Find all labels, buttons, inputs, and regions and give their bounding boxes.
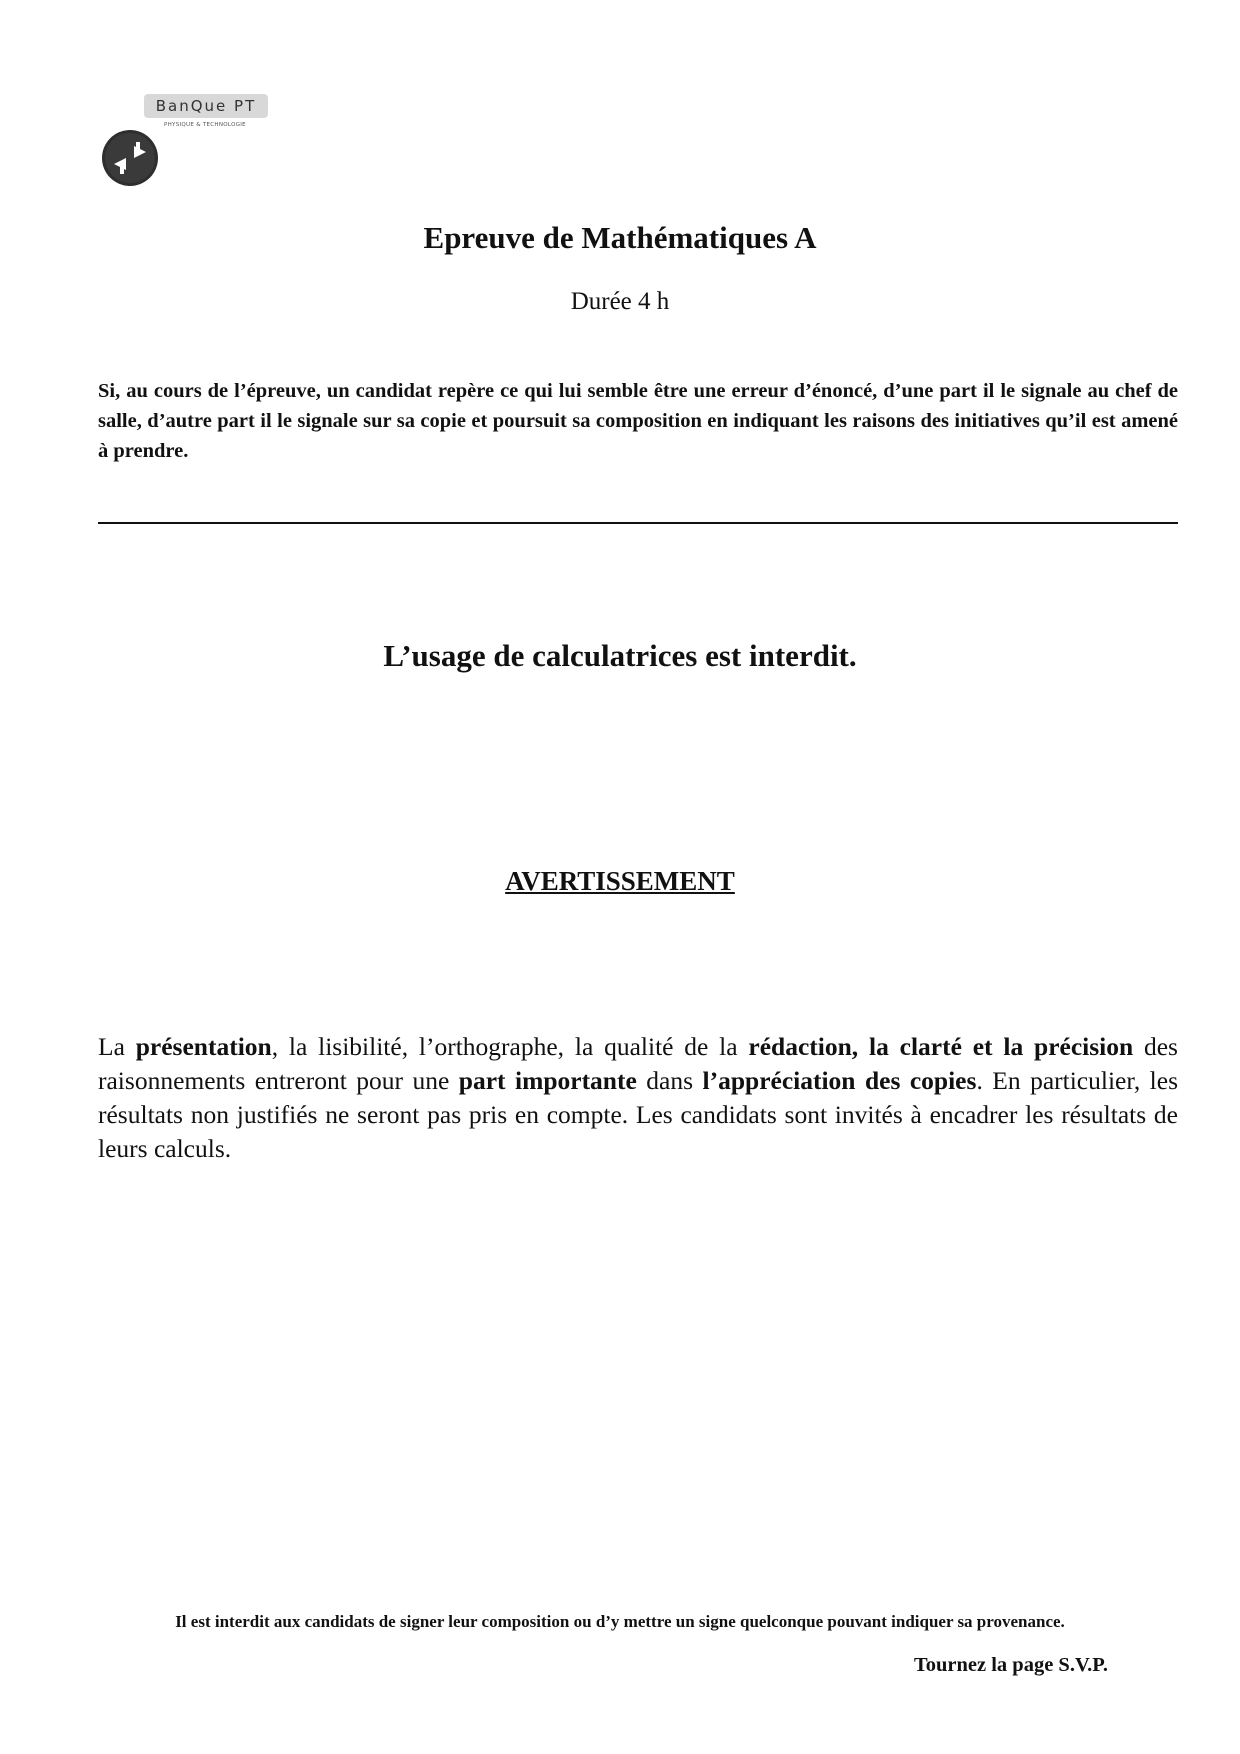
warning-segment: . En particulier, les résultats non justifiés ne seront pas pris en compte. Les candidats sont invités à encadrer les résultats de leurs calculs. bbox=[98, 1066, 1178, 1163]
warning-segment: , la lisibilité, l’orthographe, la qualité de la bbox=[271, 1032, 749, 1061]
calculator-rule: L’usage de calculatrices est interdit. bbox=[383, 638, 857, 673]
turn-page-note: Tournez la page S.V.P. bbox=[913, 1654, 1108, 1676]
banque-pt-logo bbox=[96, 88, 276, 198]
warning-segment: La bbox=[98, 1032, 136, 1061]
exam-title: Epreuve de Mathématiques A bbox=[423, 220, 817, 255]
warning-segment-bold: présentation bbox=[135, 1032, 272, 1061]
exam-duration: Durée 4 h bbox=[570, 288, 670, 315]
warning-paragraph bbox=[98, 1030, 1178, 1166]
warning-segment-bold: part importante bbox=[458, 1066, 637, 1095]
error-notice: Si, au cours de l’épreuve, un candidat repère ce qui lui semble être une erreur d’énoncé, d’une part il le signale au chef de salle, d’autre part il le signale sur sa copie et poursuit sa composition en indiquant les raisons des initiatives qu’il est amené à prendre. bbox=[98, 380, 1178, 462]
warning-segment: des raisonnements entreront pour une bbox=[98, 1032, 1178, 1095]
logo-brand: BanQue PT bbox=[144, 94, 268, 118]
warning-segment-bold: l’appréciation des copies bbox=[702, 1066, 977, 1095]
signature-warning: Il est interdit aux candidats de signer leur composition ou d’y mettre un signe quelconque pouvant indiquer sa provenance. bbox=[175, 1612, 1065, 1631]
logo-emblem-icon bbox=[100, 128, 160, 188]
warning-segment-bold: rédaction, la clarté et la précision bbox=[748, 1032, 1134, 1061]
warning-segment: dans bbox=[636, 1066, 703, 1095]
divider bbox=[98, 522, 1178, 524]
logo-subtitle: PHYSIQUE & TECHNOLOGIE bbox=[164, 122, 246, 128]
warning-heading: AVERTISSEMENT bbox=[505, 866, 735, 896]
